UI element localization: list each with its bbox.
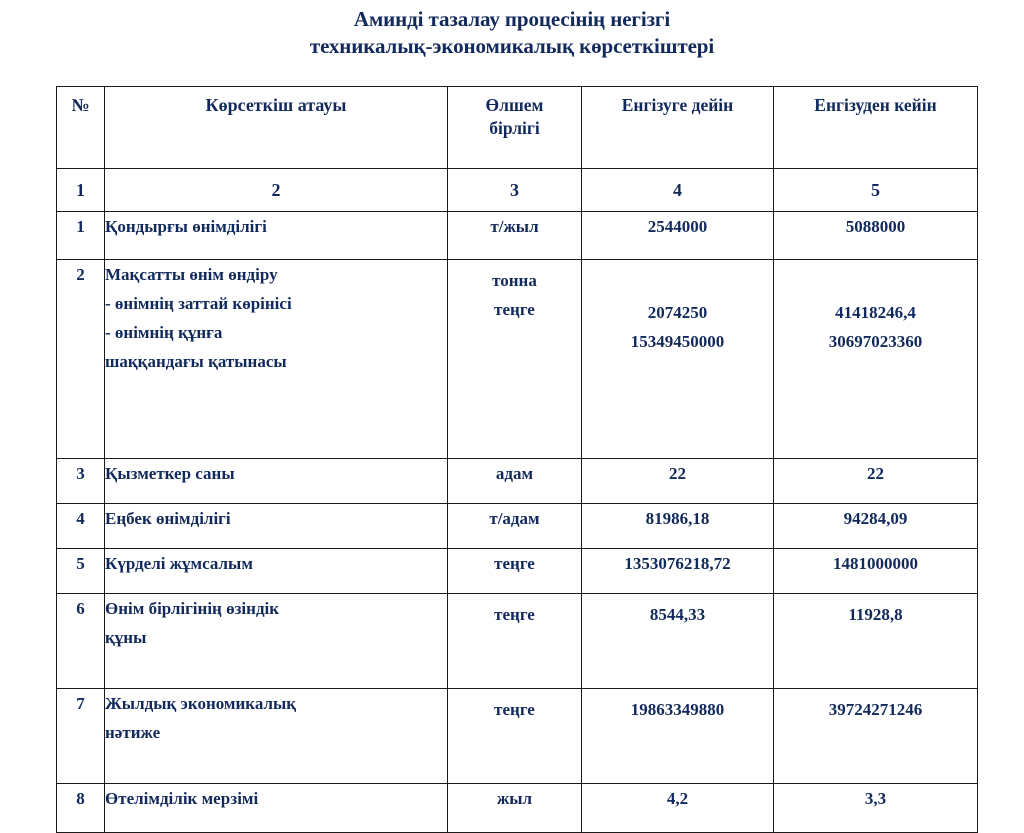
row-value-before [582, 594, 774, 689]
table-row [57, 594, 978, 689]
row-name-line: - өнімнің заттай көрінісі [105, 294, 292, 313]
row-unit-line: т/жыл [490, 217, 539, 236]
row-number: 8 [57, 784, 105, 833]
row-unit-line: адам [495, 464, 534, 483]
row-unit [448, 784, 582, 833]
row-name-line: Мақсатты өнім өндіру [105, 265, 278, 284]
row-after-line: 41418246,4 [835, 303, 916, 322]
row-before-line: 81986,18 [645, 509, 710, 528]
row-number: 5 [57, 549, 105, 594]
row-after-line: 1481000000 [833, 554, 918, 573]
indicators-table [56, 86, 978, 833]
row-before-line: 19863349880 [630, 700, 725, 719]
row-unit-line: теңге [494, 700, 535, 719]
column-number-4: 4 [582, 169, 774, 212]
table-column-number-row [57, 169, 978, 212]
row-number: 1 [57, 212, 105, 260]
table-row [57, 784, 978, 833]
row-value-after [774, 594, 978, 689]
row-unit [448, 689, 582, 784]
column-number-1: 1 [57, 169, 105, 212]
header-cell-unit [448, 87, 582, 169]
row-before-line: 2544000 [647, 217, 708, 236]
row-after-line: 94284,09 [843, 509, 908, 528]
row-value-after [774, 689, 978, 784]
row-indicator-name [105, 689, 448, 784]
table-row [57, 459, 978, 504]
row-name-line: Қондырғы өнімділігі [105, 217, 267, 236]
row-unit-line: жыл [496, 789, 533, 808]
row-value-after [774, 459, 978, 504]
row-value-before [582, 549, 774, 594]
header-unit-line-1: Өлшем [485, 95, 544, 115]
row-value-after [774, 212, 978, 260]
page-title-line-1: Аминді тазалау процесінің негізгі [353, 7, 671, 31]
row-unit [448, 260, 582, 459]
table-header-row [57, 87, 978, 169]
row-name-line: Күрделі жұмсалым [105, 554, 253, 573]
row-value-before [582, 689, 774, 784]
table-row [57, 549, 978, 594]
row-indicator-name [105, 594, 448, 689]
row-after-line: 3,3 [864, 789, 887, 808]
row-indicator-name [105, 212, 448, 260]
table-row [57, 504, 978, 549]
row-indicator-name [105, 504, 448, 549]
page-title-line-2: техникалық-экономикалық көрсеткіштері [309, 34, 715, 58]
row-number: 3 [57, 459, 105, 504]
row-unit [448, 459, 582, 504]
row-value-after [774, 504, 978, 549]
row-after-line: 5088000 [845, 217, 906, 236]
row-unit-line: тонна [492, 271, 537, 290]
row-name-line: Өнім бірлігінің өзіндік [105, 599, 280, 618]
row-value-before [582, 784, 774, 833]
row-before-line: 2074250 [647, 303, 708, 322]
row-unit-line: теңге [494, 605, 535, 624]
table-row [57, 260, 978, 459]
row-unit-line: т/адам [489, 509, 540, 528]
row-after-line: 22 [867, 464, 884, 483]
row-name-line: Жылдық экономикалық [105, 694, 297, 713]
row-name-line: құны [105, 628, 147, 647]
row-number: 6 [57, 594, 105, 689]
header-cell-before: Енгізуге дейін [582, 87, 774, 169]
row-before-line: 22 [669, 464, 686, 483]
column-number-3: 3 [448, 169, 582, 212]
table-row [57, 212, 978, 260]
row-indicator-name [105, 784, 448, 833]
row-indicator-name [105, 260, 448, 459]
row-unit [448, 594, 582, 689]
row-after-line: 30697023360 [828, 332, 923, 351]
table-row [57, 689, 978, 784]
row-number: 7 [57, 689, 105, 784]
row-name-line: - өнімнің құнға [105, 323, 223, 342]
header-cell-number: № [57, 87, 105, 169]
row-before-line: 1353076218,72 [624, 554, 731, 573]
row-number: 2 [57, 260, 105, 459]
row-unit-line: теңге [494, 300, 535, 319]
row-unit-line: теңге [494, 554, 535, 573]
row-value-before [582, 212, 774, 260]
header-cell-name: Көрсеткіш атауы [105, 87, 448, 169]
row-value-after [774, 784, 978, 833]
row-unit [448, 504, 582, 549]
row-unit [448, 212, 582, 260]
row-name-line: Қызметкер саны [105, 464, 235, 483]
row-value-after [774, 549, 978, 594]
row-indicator-name [105, 459, 448, 504]
row-value-before [582, 504, 774, 549]
row-unit [448, 549, 582, 594]
row-before-line: 15349450000 [630, 332, 725, 351]
header-unit-line-2: бірлігі [489, 118, 540, 138]
header-cell-after: Енгізуден кейін [774, 87, 978, 169]
row-indicator-name [105, 549, 448, 594]
row-value-after [774, 260, 978, 459]
row-after-line: 39724271246 [828, 700, 923, 719]
column-number-2: 2 [105, 169, 448, 212]
row-name-line: Еңбек өнімділігі [105, 509, 231, 528]
indicators-table-wrapper [56, 86, 977, 833]
row-after-line: 11928,8 [848, 605, 903, 624]
column-number-5: 5 [774, 169, 978, 212]
row-name-line: нәтиже [105, 723, 161, 742]
row-before-line: 8544,33 [649, 605, 706, 624]
row-number: 4 [57, 504, 105, 549]
row-value-before [582, 260, 774, 459]
row-before-line: 4,2 [666, 789, 689, 808]
row-name-line: шаққандағы қатынасы [105, 352, 287, 371]
row-name-line: Өтелімділік мерзімі [105, 789, 259, 808]
page-title [0, 6, 1024, 60]
row-value-before [582, 459, 774, 504]
